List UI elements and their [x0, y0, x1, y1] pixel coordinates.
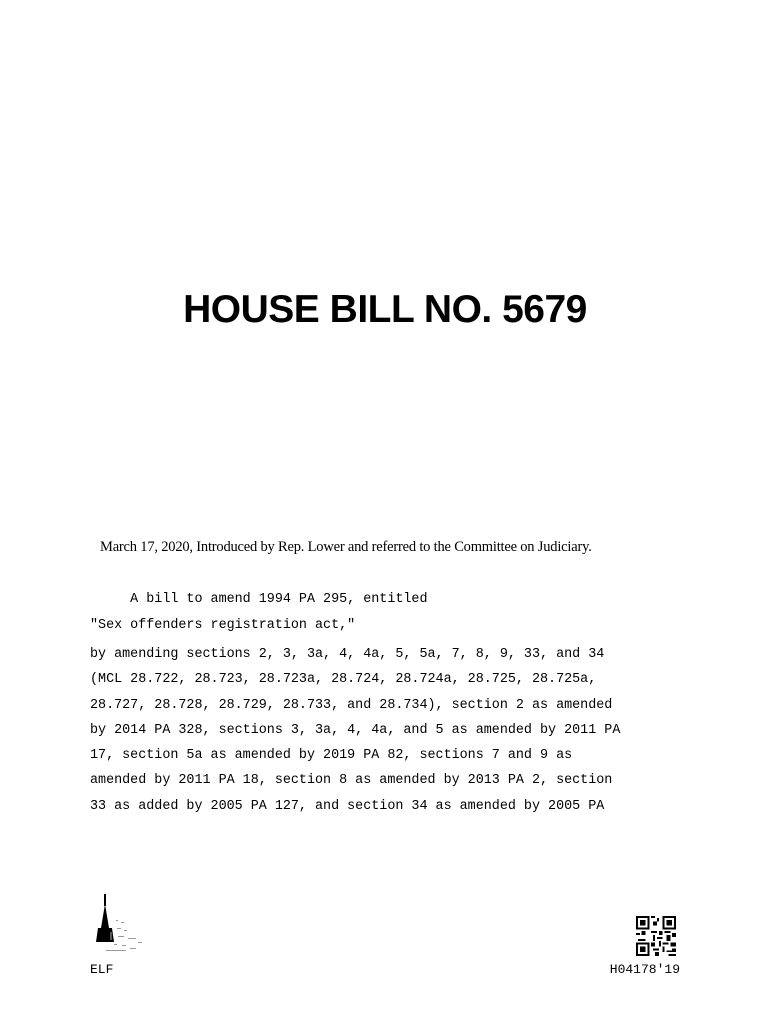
- bill-body: [90, 646, 620, 823]
- body-line: by 2014 PA 328, sections 3, 3a, 4, 4a, and 5 as amended by 2011 PA: [90, 722, 621, 738]
- page-title: HOUSE BILL NO. 5679: [183, 288, 587, 331]
- qr-code-icon: [636, 916, 676, 956]
- footer-left-code: ELF: [90, 962, 114, 977]
- introduction-line: March 17, 2020, Introduced by Rep. Lower and referred to the Committee on Judiciary.: [100, 539, 592, 555]
- body-line: (MCL 28.722, 28.723, 28.723a, 28.724, 28.724a, 28.725, 28.725a,: [90, 672, 597, 688]
- capitol-seal-icon: [92, 892, 150, 958]
- bill-title-line: A bill to amend 1994 PA 295, entitled: [90, 592, 428, 607]
- body-line: amended by 2011 PA 18, section 8 as amended by 2013 PA 2, section: [90, 773, 613, 789]
- act-name-line: "Sex offenders registration act,": [90, 618, 356, 633]
- body-line: by amending sections 2, 3, 3a, 4, 4a, 5, 5a, 7, 8, 9, 33, and 34: [90, 647, 605, 662]
- footer-document-code: H04178'19: [609, 962, 680, 977]
- body-line: 17, section 5a as amended by 2019 PA 82, sections 7 and 9 as: [90, 748, 573, 764]
- body-line: 28.727, 28.728, 28.729, 28.733, and 28.734), section 2 as amended: [90, 697, 613, 713]
- body-line: 33 as added by 2005 PA 127, and section 34 as amended by 2005 PA: [90, 798, 605, 814]
